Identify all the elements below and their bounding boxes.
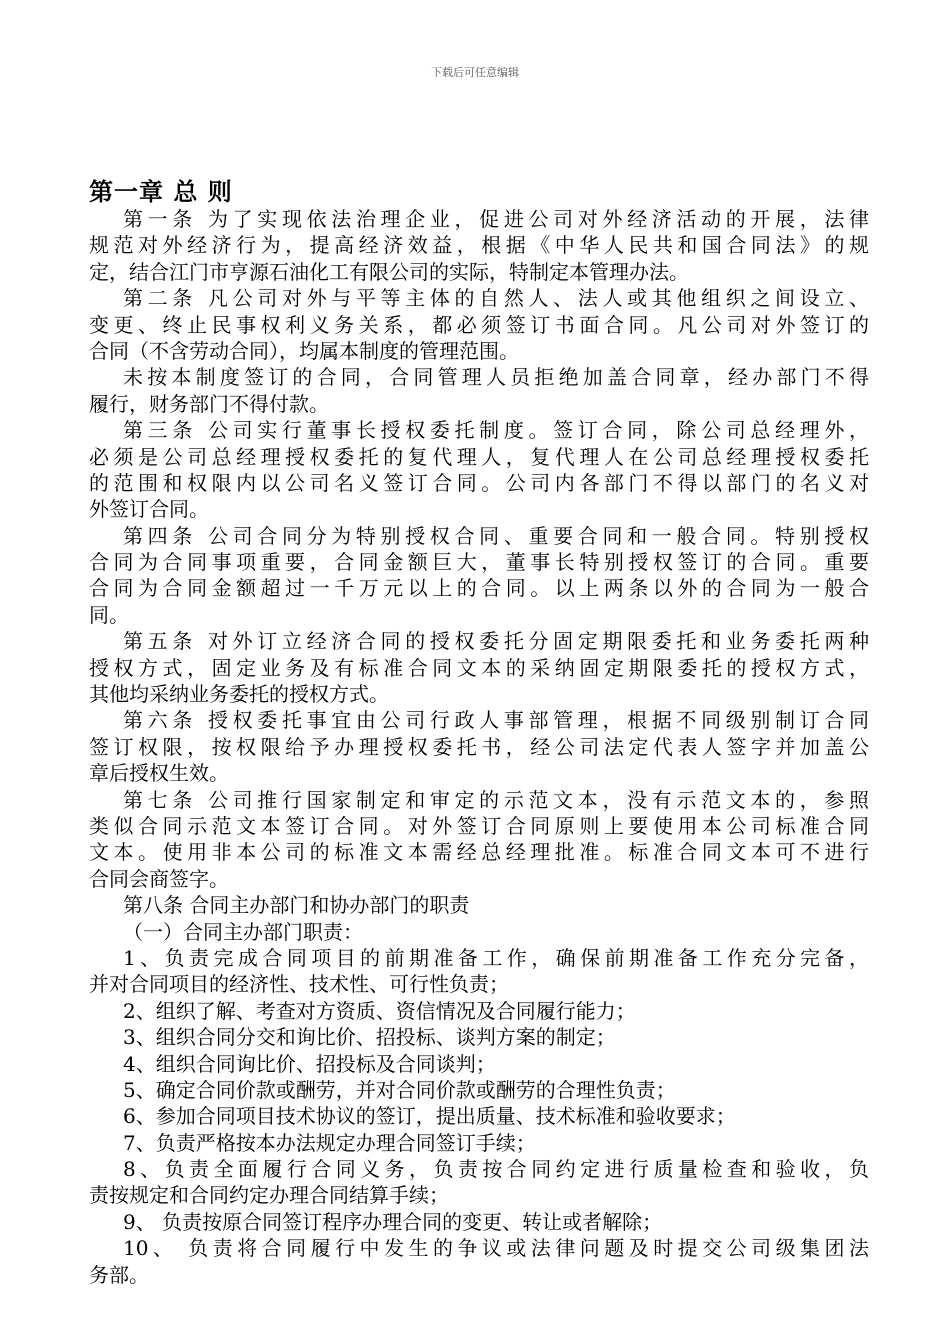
text-line: 9、 负责按原合同签订程序办理合同的变更、转让或者解除； xyxy=(123,1209,663,1234)
text-line: 第二条 凡公司对外与平等主体的自然人、法人或其他组织之间设立、 xyxy=(123,286,869,311)
text-line: 2、组织了解、考查对方资质、资信情况及合同履行能力； xyxy=(123,998,636,1023)
text-line: 合同为合同金额超过一千万元以上的合同。以上两条以外的合同为一般合 xyxy=(89,576,869,601)
text-line: 合同为合同事项重要，合同金额巨大，董事长特别授权签订的合同。重要 xyxy=(89,550,869,575)
text-line: 外签订合同。 xyxy=(89,497,209,522)
text-line: 履行，财务部门不得付款。 xyxy=(89,391,329,416)
text-line: 合同会商签字。 xyxy=(89,866,229,891)
text-line: 第五条 对外订立经济合同的授权委托分固定期限委托和业务委托两种 xyxy=(123,629,869,654)
document-body xyxy=(89,206,869,1288)
text-line: 第六条 授权委托事宜由公司行政人事部管理，根据不同级别制订合同 xyxy=(123,708,869,733)
text-line: 7、负责严格按本办法规定办理合同签订手续； xyxy=(123,1130,536,1155)
text-line: 6、参加合同项目技术协议的签订，提出质量、技术标准和验收要求； xyxy=(123,1104,736,1129)
text-line: 类似合同示范文本签订合同。对外签订合同原则上要使用本公司标准合同 xyxy=(89,813,869,838)
text-line: 责按规定和合同约定办理合同结算手续； xyxy=(89,1183,449,1208)
page-header: 下载后可任意编辑 xyxy=(431,66,519,79)
text-line: 第一条 为了实现依法治理企业，促进公司对外经济活动的开展，法律 xyxy=(123,207,869,231)
text-line: 4、组织合同询比价、招投标及合同谈判； xyxy=(123,1051,496,1076)
text-line: 第四条 公司合同分为特别授权合同、重要合同和一般合同。特别授权 xyxy=(123,523,869,548)
text-line: 其他均采纳业务委托的授权方式。 xyxy=(89,682,389,707)
text-line: 文本。使用非本公司的标准文本需经总经理批准。标准合同文本可不进行 xyxy=(89,840,869,865)
text-line: 规范对外经济行为，提高经济效益，根据《中华人民共和国合同法》的规 xyxy=(89,233,869,258)
text-line: 8、负责全面履行合同义务，负责按合同约定进行质量检查和验收，负 xyxy=(123,1157,869,1182)
text-line: 3、组织合同分交和询比价、招投标、谈判方案的制定； xyxy=(123,1025,616,1050)
text-line: 的范围和权限内以公司名义签订合同。公司内各部门不得以部门的名义对 xyxy=(89,470,869,495)
text-line: 定，结合江门市亨源石油化工有限公司的实际，特制定本管理办法。 xyxy=(89,259,689,284)
text-line: 第八条 合同主办部门和协办部门的职责 xyxy=(123,893,470,918)
text-line: 1、负责完成合同项目的前期准备工作，确保前期准备工作充分完备， xyxy=(123,945,869,970)
text-line: （一）合同主办部门职责： xyxy=(123,919,363,944)
chapter-title: 第一章 总 则 xyxy=(89,178,233,206)
text-line: 并对合同项目的经济性、技术性、可行性负责； xyxy=(89,972,509,997)
text-line: 第三条 公司实行董事长授权委托制度。签订合同，除公司总经理外， xyxy=(123,418,869,443)
text-line: 授权方式，固定业务及有标准合同文本的采纳固定期限委托的授权方式， xyxy=(89,655,869,680)
text-line: 合同（不含劳动合同），均属本制度的管理范围。 xyxy=(89,338,519,363)
text-line: 未按本制度签订的合同，合同管理人员拒绝加盖合同章，经办部门不得 xyxy=(123,365,869,390)
text-line: 签订权限，按权限给予办理授权委托书，经公司法定代表人签字并加盖公 xyxy=(89,734,869,759)
text-line: 变更、终止民事权利义务关系，都必须签订书面合同。凡公司对外签订的 xyxy=(89,312,869,337)
text-line: 必须是公司总经理授权委托的复代理人，复代理人在公司总经理授权委托 xyxy=(89,444,869,469)
text-line: 5、确定合同价款或酬劳，并对合同价款或酬劳的合理性负责； xyxy=(123,1077,676,1102)
text-line: 同。 xyxy=(89,602,129,627)
text-line: 第七条 公司推行国家制定和审定的示范文本，没有示范文本的，参照 xyxy=(123,787,869,812)
text-line: 务部。 xyxy=(89,1262,149,1287)
text-line: 章后授权生效。 xyxy=(89,761,229,786)
text-line: 10、 负责将合同履行中发生的争议或法律问题及时提交公司级集团法 xyxy=(123,1236,869,1261)
